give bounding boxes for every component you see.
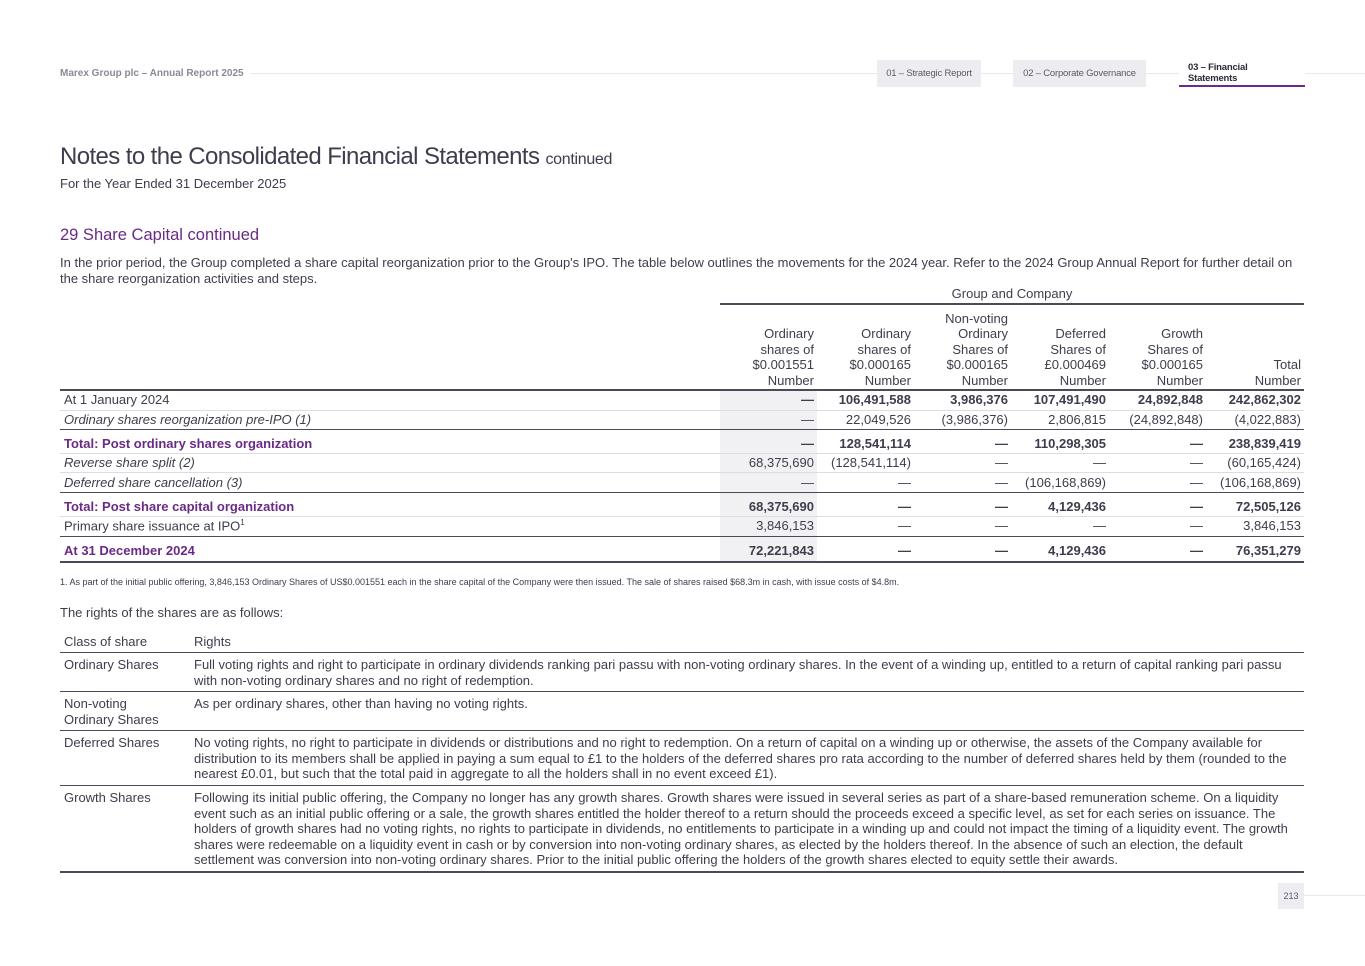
row-divider [60,472,1304,473]
row-divider [60,785,1304,786]
table-row: At 1 January 2024 — 106,491,588 3,986,376 107,491,490 24,892,848 242,862,302 [64,392,1301,407]
table-row: Ordinary shares reorganization pre-IPO (1) — 22,049,526 (3,986,376) 2,806,815 (24,892,848) (4,022,883) [64,412,1301,427]
section-title-suffix: continued [187,226,260,244]
table-row-total: At 31 December 2024 72,221,843 — — 4,129,436 — 76,351,279 [64,543,1301,558]
col-header-ordinary-001551: Ordinary shares of $0.001551 Number [752,326,814,388]
row-divider [60,652,1304,653]
report-name: Marex Group plc – Annual Report 2025 [60,68,250,79]
table-row-total: Total: Post share capital organization 68,375,690 — — 4,129,436 — 72,505,126 [64,499,1301,514]
footnote: 1. As part of the initial public offering, 3,846,153 Ordinary Shares of US$0.001551 each in the share capital of the Company were then issued. The sale of shares raised $68.3m in cash, with issue costs of $4.8m. [60,577,900,587]
col-header-growth: Growth Shares of $0.000165 Number [1141,326,1203,388]
rights-header-rights: Rights [194,634,231,649]
section-title: 29 Share Capital continued [60,226,260,244]
row-divider [60,492,1304,493]
row-divider [60,429,1304,430]
tab-strategic-report[interactable]: 01 – Strategic Report [877,60,981,87]
table-row: Deferred share cancellation (3) — — — (106,168,869) — (106,168,869) [64,475,1301,490]
table-bottom-rule [60,871,1304,873]
row-divider [60,691,1304,692]
table-bottom-rule [60,561,1304,563]
page-number: 213 [1278,883,1304,909]
table-row: Primary share issuance at IPO$^1$ 3,846,153 — — — — 3,846,153 [64,518,1301,534]
rights-intro: The rights of the shares are as follows: [60,605,284,620]
page-subtitle: For the Year Ended 31 December 2025 [60,176,287,191]
row-divider [60,453,1304,454]
page-title-suffix: continued [545,151,613,168]
row-divider [60,536,1304,537]
row-divider [60,516,1304,517]
rights-header-class: Class of share [64,634,148,649]
col-header-deferred: Deferred Shares of £0.000469 Number [1044,326,1106,388]
footer-rule [1304,895,1365,896]
col-header-total: Total Number [1254,357,1301,388]
group-heading: Group and Company [951,286,1073,301]
table-row-total: Total: Post ordinary shares organization — 128,541,114 — 110,298,305 — 238,839,419 [64,436,1301,451]
intro-paragraph: In the prior period, the Group completed a share capital reorganization prior to the Group's IPO. The table below outlines the movements for the 2024 year. Refer to the 2024 Group Annual Report for further detail on the share reorganization activities and steps. [60,255,1293,286]
col-header-ordinary-000165: Ordinary shares of $0.000165 Number [849,326,911,388]
table-header-rule [60,389,1304,391]
tab-corporate-governance[interactable]: 02 – Corporate Governance [1013,60,1146,87]
group-heading-rule [720,303,1304,305]
row-divider [60,730,1304,731]
col-header-non-voting-ordinary: Non-voting Ordinary Shares of $0.000165 Number [945,310,1008,388]
table-row: Reverse share split (2) 68,375,690 (128,541,114) — — — (60,165,424) [64,455,1301,470]
page-title: Notes to the Consolidated Financial Statements continued [60,143,613,170]
row-divider [60,410,1304,411]
tab-financial-statements[interactable]: 03 – Financial Statements [1179,60,1305,87]
